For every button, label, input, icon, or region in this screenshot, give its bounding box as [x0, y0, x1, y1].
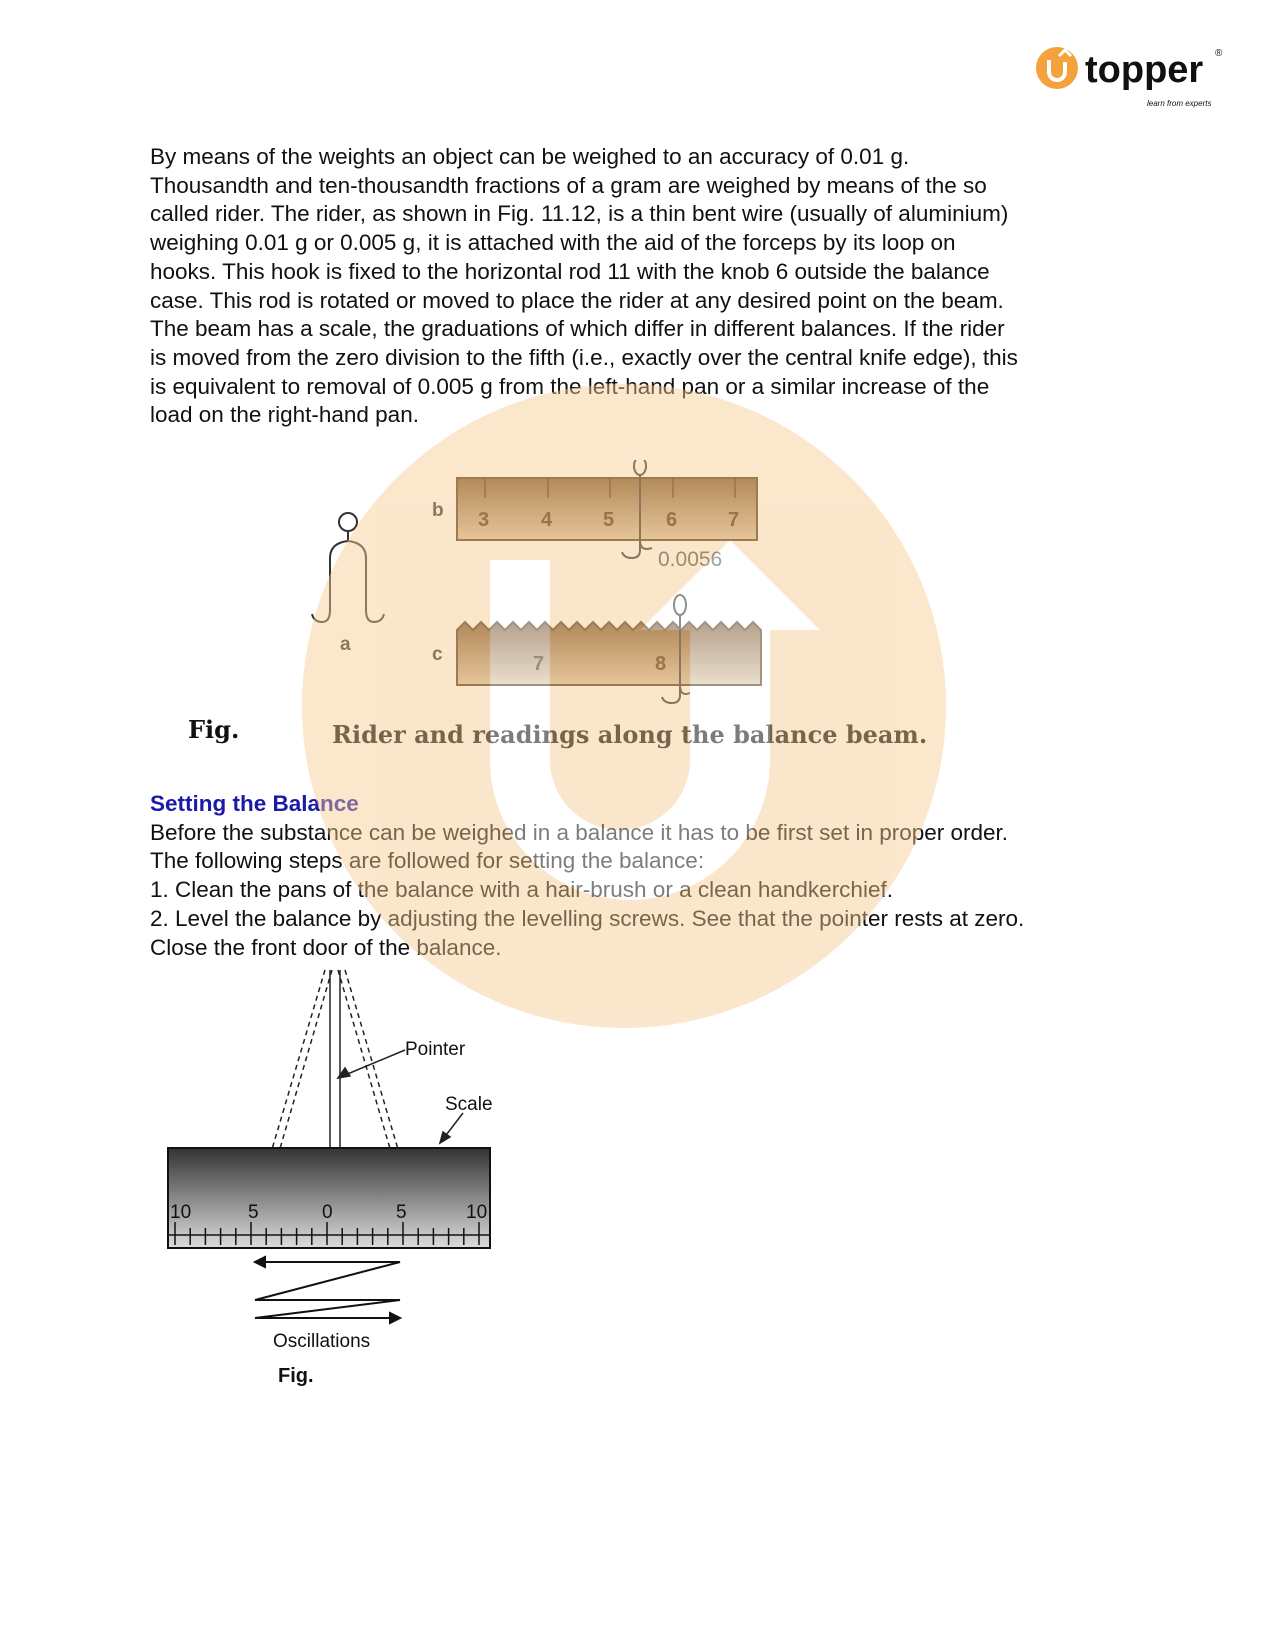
text-line: hooks. This hook is fixed to the horizontal rod 11 with the knob 6 outside the balance: [150, 258, 990, 284]
scale-tick-label: 10: [466, 1202, 488, 1223]
section-heading: Setting the Balance: [150, 791, 359, 816]
text-line: The following steps are followed for setting the balance:: [150, 848, 705, 874]
scale-c-tick: 7: [533, 653, 545, 675]
logo-tagline: learn from experts: [1147, 99, 1212, 108]
scale-b-tick: 6: [666, 509, 678, 531]
figure2-label: Fig.: [278, 1365, 314, 1387]
pointer-label: Pointer: [405, 1039, 466, 1060]
logo-brand-text: topper: [1085, 49, 1204, 91]
oscillations-label: Oscillations: [273, 1331, 371, 1352]
label-c: c: [432, 644, 443, 665]
scale-tick-label: 5: [396, 1202, 407, 1223]
logo-mark-icon: [1035, 44, 1250, 110]
paragraph-rider: [150, 143, 1150, 430]
text-line: is moved from the zero division to the fifth (i.e., exactly over the central knife edge), this: [150, 344, 1018, 370]
text-line: The beam has a scale, the graduations of which differ in different balances. If the rider: [150, 316, 1005, 342]
oscillation-arrows: [255, 1257, 400, 1323]
text-line: called rider. The rider, as shown in Fig. 11.12, is a thin bent wire (usually of aluminium): [150, 201, 1009, 227]
scale-b-tick: 3: [478, 509, 490, 531]
text-line: By means of the weights an object can be weighed to an accuracy of 0.01 g.: [150, 144, 910, 169]
section-setting-balance: [150, 790, 1150, 962]
scale-bar: [168, 1148, 490, 1248]
rider-figure: [300, 460, 800, 720]
scale-tick-label: 10: [170, 1202, 192, 1223]
scale-b-tick: 7: [728, 509, 740, 531]
text-line: 1. Clean the pans of the balance with a hair-brush or a clean handkerchief.: [150, 877, 893, 903]
scale-tick-label: 5: [248, 1202, 259, 1223]
label-b: b: [432, 500, 444, 521]
label-a: a: [340, 634, 351, 655]
scale-b-tick: 4: [541, 509, 553, 531]
text-line: load on the right-hand pan.: [150, 402, 419, 428]
text-line: Close the front door of the balance.: [150, 934, 502, 960]
scale-b-tick: 5: [603, 509, 615, 531]
text-line: 2. Level the balance by adjusting the levelling screws. See that the pointer rests at zero.: [150, 905, 1025, 931]
scale-tick-label: 0: [322, 1202, 333, 1223]
text-line: Before the substance can be weighed in a balance it has to be first set in proper order.: [150, 819, 1009, 845]
scale-c-tick: 8: [655, 653, 667, 675]
reading-value: 0.0056: [658, 548, 723, 571]
logo-registered-mark: ®: [1215, 48, 1223, 59]
rider-wire: [312, 513, 384, 622]
figure1-caption: Rider and readings along the balance beam.: [332, 720, 928, 749]
topper-logo: [1035, 44, 1250, 110]
figure1-label: Fig.: [188, 715, 240, 744]
scale-label: Scale: [445, 1094, 493, 1115]
text-line: Thousandth and ten-thousandth fractions of a gram are weighed by means of the so: [150, 172, 987, 198]
text-line: is equivalent to removal of 0.005 g from the left-hand pan or a similar increase of the: [150, 373, 990, 399]
beam-c: [457, 622, 761, 685]
pointer-scale-figure: [160, 960, 520, 1400]
text-line: case. This rod is rotated or moved to place the rider at any desired point on the beam.: [150, 287, 1004, 313]
text-line: weighing 0.01 g or 0.005 g, it is attached with the aid of the forceps by its loop on: [150, 230, 956, 256]
